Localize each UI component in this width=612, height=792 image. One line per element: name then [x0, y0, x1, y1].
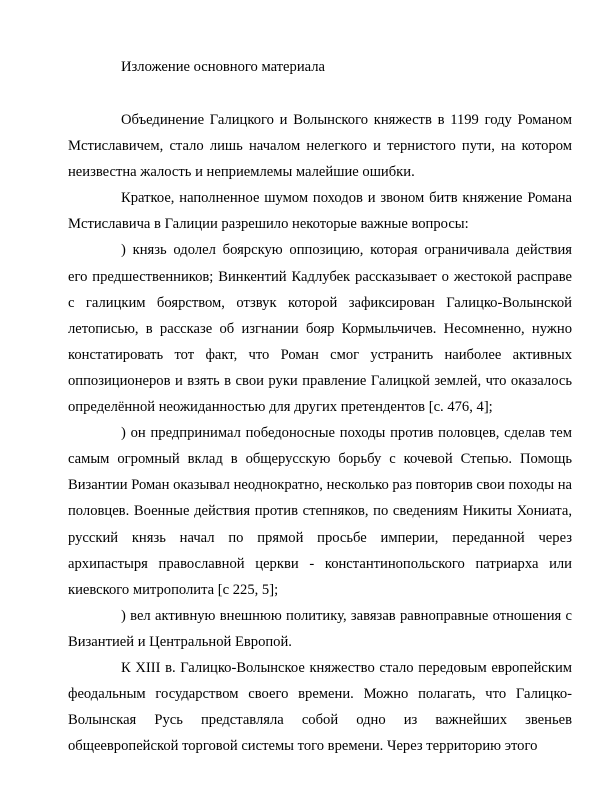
- paragraph-unification: Объединение Галицкого и Волынского княжеств в 1199 году Романом Мстиславичем, стало лишь началом нелегкого и тернистого пути, на котором неизвестна жалость и неприемлемы малейшие ошибки.: [68, 112, 572, 181]
- paragraph-xiii-century: К XIII в. Галицко-Волынское княжество стало передовым европейским феодальным государством своего времени. Можно полагать, что Галицко-Волынская Русь представляла собой одно из важнейших звеньев общеевропейской торговой системы того времени. Через территорию этого: [68, 659, 572, 755]
- section-heading: Изложение основного материала: [121, 59, 326, 75]
- paragraph-polovtsian-campaigns: ) он предпринимал победоносные походы против половцев, сделав тем самым огромный вклад в общерусскую борьбу с кочевой Степью. Помощь Византии Роман оказывал неоднократно, несколько раз повторив свои походы на половцев. Военные действия против степняков, по сведениям Никиты Хониата, русский князь начал по прямой просьбе империи, переданной через архипастыря православной церкви - константинопольского патриарха или киевского митрополита [с 225, 5];: [68, 425, 572, 598]
- body-text: [68, 107, 572, 759]
- paragraph-foreign-policy: ) вел активную внешнюю политику, завязав равноправные отношения с Византией и Центральной Европой.: [68, 607, 572, 650]
- paragraph-reign-summary: Краткое, наполненное шумом походов и звоном битв княжение Романа Мстиславича в Галиции разрешило некоторые важные вопросы:: [68, 190, 572, 233]
- paragraph-boyar-opposition: ) князь одолел боярскую оппозицию, которая ограничивала действия его предшественников; Винкентий Кадлубек рассказывает о жестокой расправе с галицким боярством, отзвук которой зафиксирован Галицко-Волынской летописью, в рассказе об изгнании бояр Кормыльчичев. Несомненно, нужно констатировать тот факт, что Роман смог устранить наиболее активных оппозиционеров и взять в свои руки правление Галицкой землей, что оказалось определённой неожиданностью для других претендентов [с. 476, 4];: [68, 242, 572, 416]
